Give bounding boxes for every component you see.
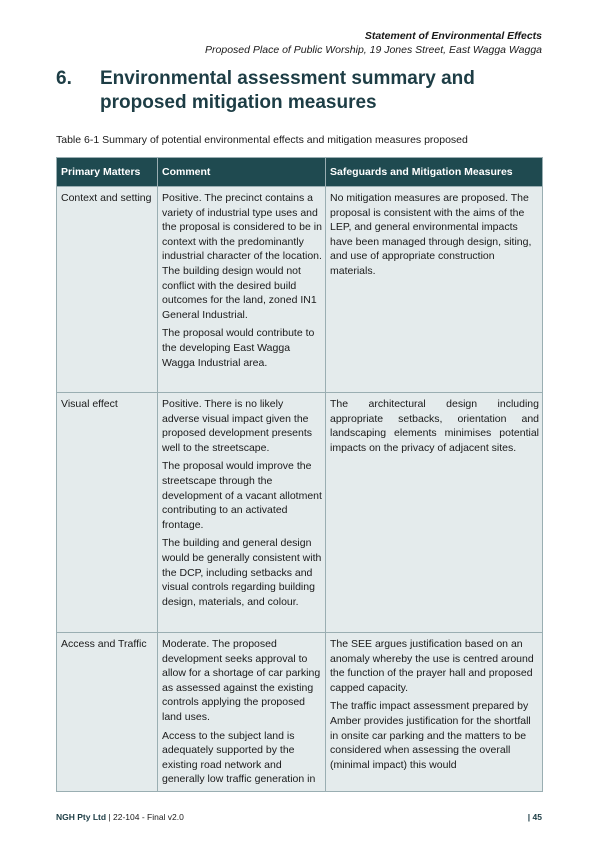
- table-header-row: [57, 158, 543, 187]
- header-title: Statement of Environmental Effects: [364, 30, 542, 42]
- page-number: | 45: [527, 812, 542, 822]
- safeguards-paragraph: The traffic impact assessment prepared by Amber provides justification for the shortfall in onsite car parking and the matters to be considered when assessing the overall (minimal impact) this would: [330, 700, 531, 771]
- footer-doc-ref: 22-104 - Final v2.0: [113, 812, 184, 822]
- safeguards-paragraph: The architectural design including appropriate setbacks, orientation and landscaping elements minimises potential impacts on the privacy of adjacent sites.: [330, 398, 539, 454]
- comment-cell: [158, 187, 326, 393]
- comment-paragraph: The building and general design would be generally consistent with the DCP, including setbacks and visual controls regarding building design, materials, and colour.: [162, 537, 322, 608]
- table-row: [57, 393, 543, 633]
- comment-cell: [158, 633, 326, 792]
- header-subtitle: Proposed Place of Public Worship, 19 Jones Street, East Wagga Wagga: [205, 44, 542, 56]
- comment-paragraph: The proposal would contribute to the developing East Wagga Wagga Industrial area.: [162, 327, 315, 369]
- comment-paragraph: Access to the subject land is adequately supported by the existing road network and generally low traffic generation in: [162, 729, 316, 786]
- column-header-comment: Comment: [158, 158, 326, 187]
- safeguards-cell: [326, 187, 543, 393]
- column-header-safeguards: Safeguards and Mitigation Measures: [326, 158, 543, 187]
- summary-table: [56, 157, 543, 792]
- footer-separator: |: [106, 812, 113, 822]
- page-header: [205, 30, 542, 57]
- comment-cell: [158, 393, 326, 633]
- safeguards-cell: [326, 633, 543, 792]
- matter-cell: Visual effect: [57, 393, 158, 633]
- footer-company: NGH Pty Ltd: [56, 812, 107, 822]
- section-title: Environmental assessment summary and proposed mitigation measures: [100, 68, 475, 113]
- section-heading: [56, 67, 546, 115]
- section-number: 6.: [56, 68, 72, 89]
- matter-cell: Context and setting: [57, 187, 158, 393]
- safeguards-paragraph: The SEE argues justification based on an anomaly whereby the use is centred around the function of the prayer hall and proposed capped capacity.: [330, 638, 534, 694]
- comment-paragraph: Positive. The precinct contains a variety of industrial type uses and the proposal is considered to be in context with the predominantly industrial character of the location. The building design would not conflict with the desired build outcomes for the land, zoned IN1 General Industrial.: [162, 192, 322, 321]
- table-caption: Table 6-1 Summary of potential environmental effects and mitigation measures proposed: [56, 134, 468, 146]
- column-header-primary-matters: Primary Matters: [57, 158, 158, 187]
- table-row: [57, 633, 543, 792]
- safeguards-cell: [326, 393, 543, 633]
- footer-left: [56, 812, 184, 822]
- comment-paragraph: Positive. There is no likely adverse visual impact given the proposed development presents well to the streetscape.: [162, 398, 313, 454]
- comment-paragraph: Moderate. The proposed development seeks approval to allow for a shortage of car parking as assessed against the existing controls applying the proposed land uses.: [162, 638, 321, 723]
- comment-paragraph: The proposal would improve the streetscape through the development of a vacant allotment contributing to an activated frontage.: [162, 460, 322, 531]
- matter-cell: Access and Traffic: [57, 633, 158, 792]
- table-row: [57, 187, 543, 393]
- safeguards-paragraph: No mitigation measures are proposed. The proposal is consistent with the aims of the LEP, and general environmental impacts have been managed through design, siting, and use of appropriate construction materials.: [330, 192, 532, 277]
